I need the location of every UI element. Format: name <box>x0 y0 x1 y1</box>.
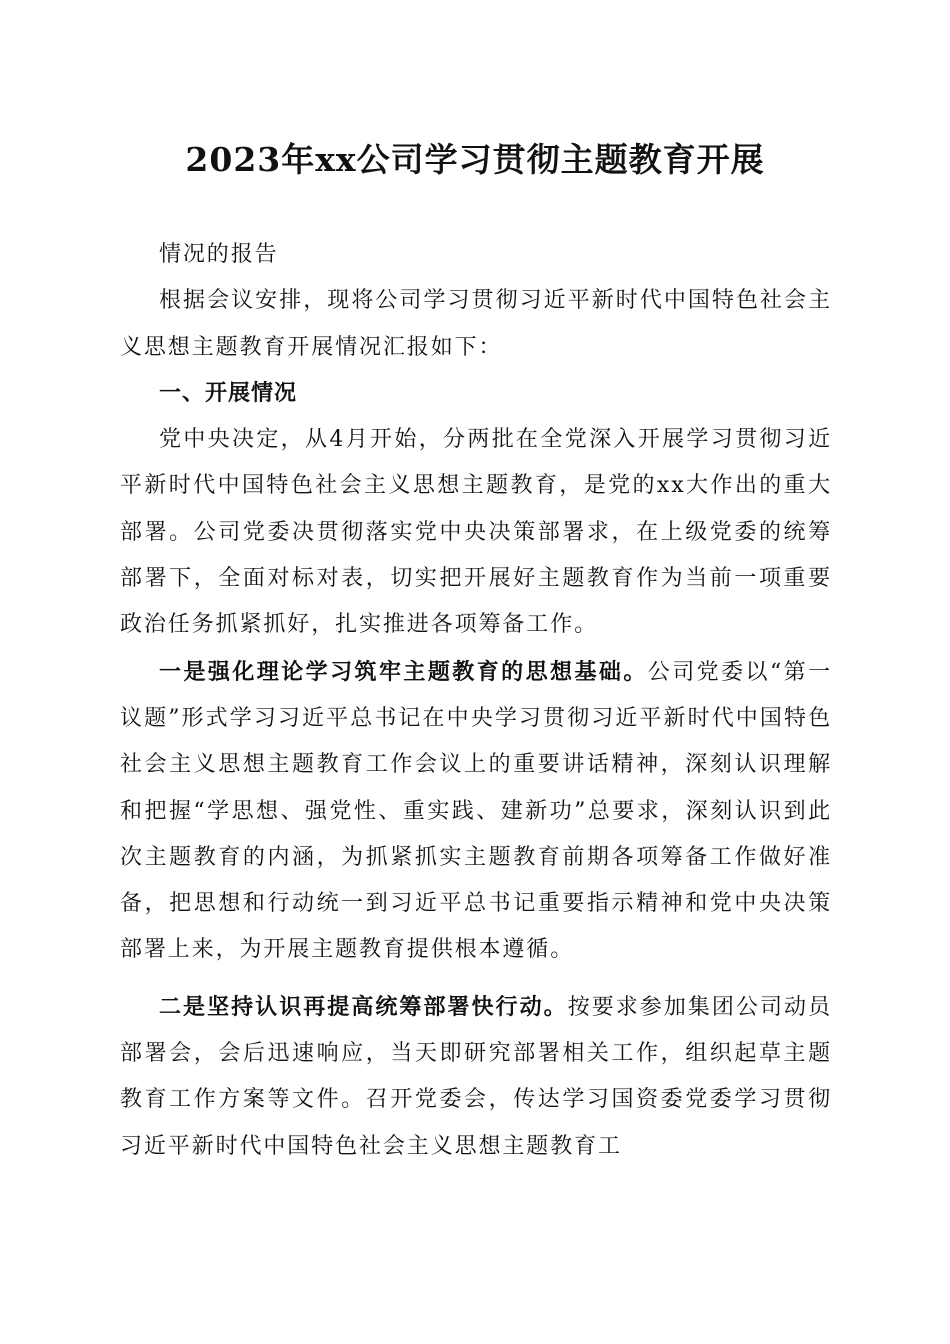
point-one-lead: 一是强化理论学习筑牢主题教育的思想基础。 <box>159 658 648 685</box>
point-one-paragraph <box>120 649 832 974</box>
point-two-paragraph <box>120 984 832 1170</box>
document-title: 2023年xx公司学习贯彻主题教育开展 <box>185 140 765 179</box>
section-paragraph: 党中央决定，从4月开始，分两批在全党深入开展学习贯彻习近平新时代中国特色社会主义思想主题教育，是党的xx大作出的重大部署。公司党委决贯彻落实党中央决策部署求，在上级党委的统筹部署下，全面对标对表，切实把开展好主题教育作为当前一项重要政治任务抓紧抓好，扎实推进各项筹备工作。 <box>120 427 832 638</box>
intro-paragraph: 根据会议安排，现将公司学习贯彻习近平新时代中国特色社会主义思想主题教育开展情况汇报如下： <box>120 288 832 360</box>
point-two-lead: 二是坚持认识再提高统筹部署快行动。 <box>159 993 568 1020</box>
point-one-body: 公司党委以“第一议题”形式学习习近平总书记在中央学习贯彻习近平新时代中国特色社会主义思想主题教育工作会议上的重要讲话精神，深刻认识理解和把握“学思想、强党性、重实践、建新功”总要求，深刻认识到此次主题教育的内涵，为抓紧抓实主题教育前期各项筹备工作做好准备，把思想和行动统一到习近平总书记重要指示精神和党中央决策部署上来，为开展主题教育提供根本遵循。 <box>120 659 832 963</box>
document-body <box>120 232 832 1170</box>
section-heading: 一、开展情况 <box>159 380 298 406</box>
point-two-body: 按要求参加集团公司动员部署会，会后迅速响应，当天即研究部署相关工作，组织起草主题教育工作方案等文件。召开党委会，传达学习国资委党委学习贯彻习近平新时代中国特色社会主义思想主题教育工 <box>120 994 832 1159</box>
subtitle-line: 情况的报告 <box>159 242 279 267</box>
